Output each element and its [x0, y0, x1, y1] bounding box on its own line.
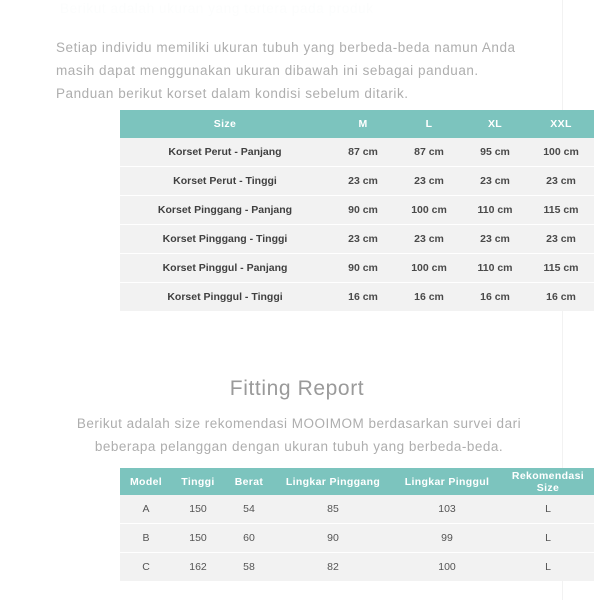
fitting-cell-lingkar-pinggang: 85: [274, 495, 392, 524]
fitting-cell-berat: 60: [224, 524, 274, 553]
fitting-cell-lingkar-pinggang: 90: [274, 524, 392, 553]
size-cell-l: 87 cm: [396, 138, 462, 167]
size-table-head: [120, 110, 594, 138]
size-cell-xxl: 115 cm: [528, 254, 594, 283]
size-cell-m: 16 cm: [330, 283, 396, 312]
fitting-report-table: [120, 468, 594, 581]
fitting-table-header-row: [120, 468, 594, 495]
size-row-label: Korset Pinggang - Panjang: [120, 196, 330, 225]
table-row: [120, 225, 594, 254]
size-cell-xxl: 115 cm: [528, 196, 594, 225]
size-cell-m: 23 cm: [330, 167, 396, 196]
size-cell-xl: 23 cm: [462, 225, 528, 254]
fitting-col-header-lingkar-pinggang: Lingkar Pinggang: [274, 468, 392, 495]
fitting-description: Berikut adalah size rekomendasi MOOIMOM berdasarkan survei dari beberapa pelanggan dengan ukuran tubuh yang berbeda-beda.: [76, 415, 522, 454]
size-table-body: [120, 138, 594, 311]
size-cell-xxl: 16 cm: [528, 283, 594, 312]
fitting-table-body: [120, 495, 594, 581]
size-col-header-m: M: [330, 110, 396, 138]
table-row: [120, 254, 594, 283]
size-row-label: Korset Perut - Tinggi: [120, 167, 330, 196]
table-row: [120, 167, 594, 196]
size-cell-xl: 95 cm: [462, 138, 528, 167]
fitting-cell-rekomendasi: L: [502, 495, 594, 524]
fitting-col-header-tinggi: Tinggi: [172, 468, 224, 495]
size-cell-l: 23 cm: [396, 225, 462, 254]
size-col-header-l: L: [396, 110, 462, 138]
fitting-cell-lingkar-pinggang: 82: [274, 553, 392, 582]
fitting-cell-model: C: [120, 553, 172, 582]
size-cell-l: 100 cm: [396, 254, 462, 283]
size-row-label: Korset Perut - Panjang: [120, 138, 330, 167]
fitting-cell-rekomendasi: L: [502, 553, 594, 582]
size-table-header-row: [120, 110, 594, 138]
size-cell-m: 23 cm: [330, 225, 396, 254]
fitting-cell-tinggi: 150: [172, 524, 224, 553]
size-cell-xl: 23 cm: [462, 167, 528, 196]
fitting-cell-tinggi: 150: [172, 495, 224, 524]
size-cell-xxl: 100 cm: [528, 138, 594, 167]
size-cell-m: 90 cm: [330, 254, 396, 283]
fitting-table-head: [120, 468, 594, 495]
size-cell-m: 90 cm: [330, 196, 396, 225]
fitting-col-header-berat: Berat: [224, 468, 274, 495]
table-row: [120, 524, 594, 553]
table-row: [120, 553, 594, 582]
fitting-cell-model: B: [120, 524, 172, 553]
size-col-header-xl: XL: [462, 110, 528, 138]
fitting-cell-model: A: [120, 495, 172, 524]
size-cell-xxl: 23 cm: [528, 225, 594, 254]
size-row-label: Korset Pinggul - Panjang: [120, 254, 330, 283]
fitting-cell-lingkar-pinggul: 99: [392, 524, 502, 553]
table-row: [120, 138, 594, 167]
fitting-col-header-model: Model: [120, 468, 172, 495]
size-cell-xxl: 23 cm: [528, 167, 594, 196]
fitting-cell-rekomendasi: L: [502, 524, 594, 553]
size-row-label: Korset Pinggul - Tinggi: [120, 283, 330, 312]
fitting-col-header-lingkar-pinggul: Lingkar Pinggul: [392, 468, 502, 495]
fitting-cell-berat: 58: [224, 553, 274, 582]
size-col-header-xxl: XXL: [528, 110, 594, 138]
size-cell-xl: 110 cm: [462, 196, 528, 225]
size-cell-l: 23 cm: [396, 167, 462, 196]
size-cell-m: 87 cm: [330, 138, 396, 167]
fitting-cell-lingkar-pinggul: 100: [392, 553, 502, 582]
size-cell-l: 16 cm: [396, 283, 462, 312]
table-row: [120, 283, 594, 312]
table-row: [120, 495, 594, 524]
size-cell-l: 100 cm: [396, 196, 462, 225]
size-cell-xl: 16 cm: [462, 283, 528, 312]
fitting-cell-lingkar-pinggul: 103: [392, 495, 502, 524]
fitting-cell-berat: 54: [224, 495, 274, 524]
clipped-top-text: Berikut adalah ukuran yang tertera pada produk: [60, 2, 374, 16]
intro-paragraph: Setiap individu memiliki ukuran tubuh yang berbeda-beda namun Anda masih dapat menggunakan ukuran dibawah ini sebagai panduan. Panduan berikut korset dalam kondisi sebelum ditarik.: [56, 39, 516, 101]
size-cell-xl: 110 cm: [462, 254, 528, 283]
size-guide-table: [120, 110, 594, 311]
page-title: Fitting Report: [229, 377, 365, 401]
fitting-col-header-rekomendasi-size: Rekomendasi Size: [502, 468, 594, 495]
size-col-header-size: Size: [120, 110, 330, 138]
size-row-label: Korset Pinggang - Tinggi: [120, 225, 330, 254]
fitting-cell-tinggi: 162: [172, 553, 224, 582]
table-row: [120, 196, 594, 225]
